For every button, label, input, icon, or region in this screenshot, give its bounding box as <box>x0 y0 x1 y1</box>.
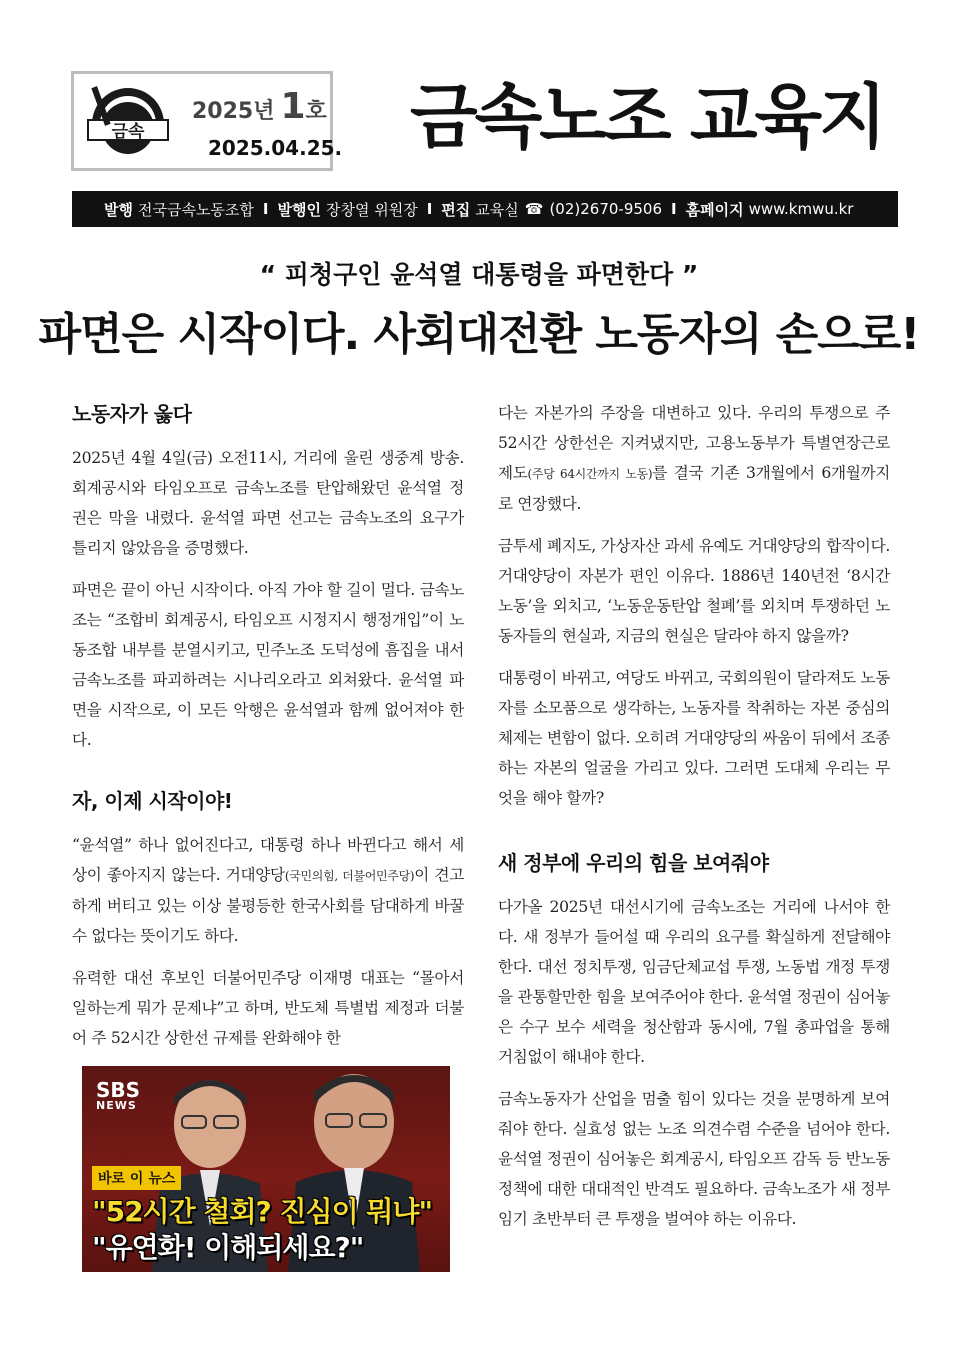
publisher-info-bar <box>72 191 898 227</box>
parenthetical-note: (국민의힘, 더불어민주당) <box>284 869 415 883</box>
right-column <box>498 398 890 1246</box>
phone-icon: ☎ <box>524 200 544 218</box>
homepage-label: 홈페이지 <box>685 200 744 219</box>
sbs-news-logo <box>96 1080 140 1111</box>
issue-line <box>192 86 327 127</box>
paragraph: 유력한 대선 후보인 더불어민주당 이재명 대표는 “몰아서 일하는게 뭐가 문제냐”고 하며, 반도체 특별법 제정과 더불어 주 52시간 상한선 규제를 완화해야 한 <box>72 969 464 1047</box>
news-tag: 바로 이 뉴스 <box>92 1166 181 1190</box>
left-column <box>72 398 464 1065</box>
parenthetical-note: (주당 64시간까지 노동) <box>527 467 653 481</box>
paragraph: 금속노동자가 산업을 멈출 힘이 있다는 것을 분명하게 보여줘야 한다. 실효성 없는 노조 의견수렴 수준을 넘어야 한다. 윤석열 정권이 심어놓은 회계공시, 타임오프 감독 등 반노동 정책에 대한 대대적인 반격도 필요하다. 금속노조가 새 정부 임기 초반부터 큰 투쟁을 벌여야 하는 이유다. <box>498 1090 890 1228</box>
masthead-box <box>71 71 343 171</box>
union-logo <box>84 84 172 160</box>
editor: 교육실 <box>475 200 519 219</box>
paragraph: 2025년 4월 4일(금) 오전11시, 거리에 울린 생중계 방송. 회계공시와 타임오프로 금속노조를 탄압해왔던 윤석열 정권은 막을 내렸다. 윤석열 파면 선고는 금속노조의 요구가 틀리지 않았음을 증명했다. <box>72 449 464 557</box>
issue-suffix: 호 <box>305 99 327 124</box>
issue-number: 1 <box>280 86 306 127</box>
issuer: 장창열 위원장 <box>325 200 418 219</box>
phone-number: (02)2670-9506 <box>549 200 663 218</box>
editor-label: 편집 <box>441 200 471 219</box>
separator: I <box>671 200 677 218</box>
issue-date: 2025.04.25. <box>208 136 343 160</box>
logo-text: 금속 <box>111 122 145 142</box>
issuer-label: 발행인 <box>277 200 321 219</box>
sbs-logo-text: SBS <box>96 1078 141 1102</box>
news-photo <box>82 1066 450 1272</box>
separator: I <box>262 200 269 218</box>
page-title: 금속노조 교육지 <box>410 76 884 158</box>
section-title: 노동자가 옳다 <box>72 402 192 426</box>
paragraph <box>498 398 890 519</box>
paragraph: 대통령이 바뀌고, 여당도 바뀌고, 국회의원이 달라져도 노동자를 소모품으로 생각하는, 노동자를 착취하는 자본 중심의 체제는 변함이 없다. 오히려 거대양당의 싸움이 뒤에서 조종하는 자본의 얼굴을 가리고 있다. 그러면 도대체 우리는 무엇을 해야 할까? <box>498 669 890 807</box>
paragraph-text: 이 견고하게 버티고 있는 이상 불평등한 한국사회를 담대하게 바꿀 수 없다는 뜻이기도 하다. <box>72 866 464 945</box>
paragraph: 금투세 폐지도, 가상자산 과세 유예도 거대양당의 합작이다. 거대양당이 자본가 편인 이유다. 1886년 140년전 ‘8시간 노동’을 외치고, ‘노동운동탄압 철폐’를 외치며 투쟁하던 노동자들의 현실과, 지금의 현실은 달라야 하지 않을까? <box>498 537 890 645</box>
paragraph-text: 를 결국 기존 3개월에서 6개월까지로 연장했다. <box>498 464 890 513</box>
issue-year: 2025년 <box>192 99 275 124</box>
news-logo-text: NEWS <box>96 1099 137 1112</box>
paragraph-text: “윤석열” 하나 없어진다고, 대통령 하나 바뀐다고 해서 세상이 좋아지지 않는다. 거대양당 <box>72 836 464 884</box>
paragraph: 다가올 2025년 대선시기에 금속노조는 거리에 나서야 한다. 새 정부가 들어설 때 우리의 요구를 확실하게 전달해야 한다. 대선 정치투쟁, 임금단체교섭 투쟁, 노동법 개정 투쟁을 관통할만한 힘을 보여주어야 한다. 윤석열 정권이 심어놓은 수구 보수 세력을 청산함과 동시에, 7월 총파업을 통해 거침없이 해내야 한다. <box>498 898 890 1066</box>
paragraph <box>72 830 464 951</box>
photo-caption-2: "유연화! 이해되세요?" <box>92 1231 364 1264</box>
paragraph: 파면은 끝이 아닌 시작이다. 아직 가야 할 길이 멀다. 금속노조는 “조합비 회계공시, 타임오프 시정지시 행정개입”이 노동조합 내부를 분열시키고, 민주노조 도덕성에 흠집을 내서 금속노조를 파괴하려는 시나리오라고 외쳐왔다. 윤석열 파면을 시작으로, 이 모든 악행은 윤석열과 함께 없어져야 한다. <box>72 581 464 749</box>
headline: 파면은 시작이다. 사회대전환 노동자의 손으로! <box>38 309 920 360</box>
homepage-link[interactable]: www.kmwu.kr <box>748 200 854 218</box>
subtitle: “ 피청구인 윤석열 대통령을 파면한다 ” <box>259 260 699 289</box>
publisher: 전국금속노동조합 <box>137 200 254 219</box>
separator: I <box>426 200 433 218</box>
photo-caption-1: "52시간 철회? 진심이 뭐냐" <box>92 1195 433 1228</box>
paragraph-text: 다는 자본가의 주장을 대변하고 있다. 우리의 투쟁으로 주 52시간 상한선은 지켜냈지만, 고용노동부가 특별연장근로제도 <box>498 404 890 482</box>
publisher-label: 발행 <box>104 200 133 219</box>
section-title: 자, 이제 시작이야! <box>72 789 233 813</box>
section-title: 새 정부에 우리의 힘을 보여줘야 <box>498 851 769 875</box>
